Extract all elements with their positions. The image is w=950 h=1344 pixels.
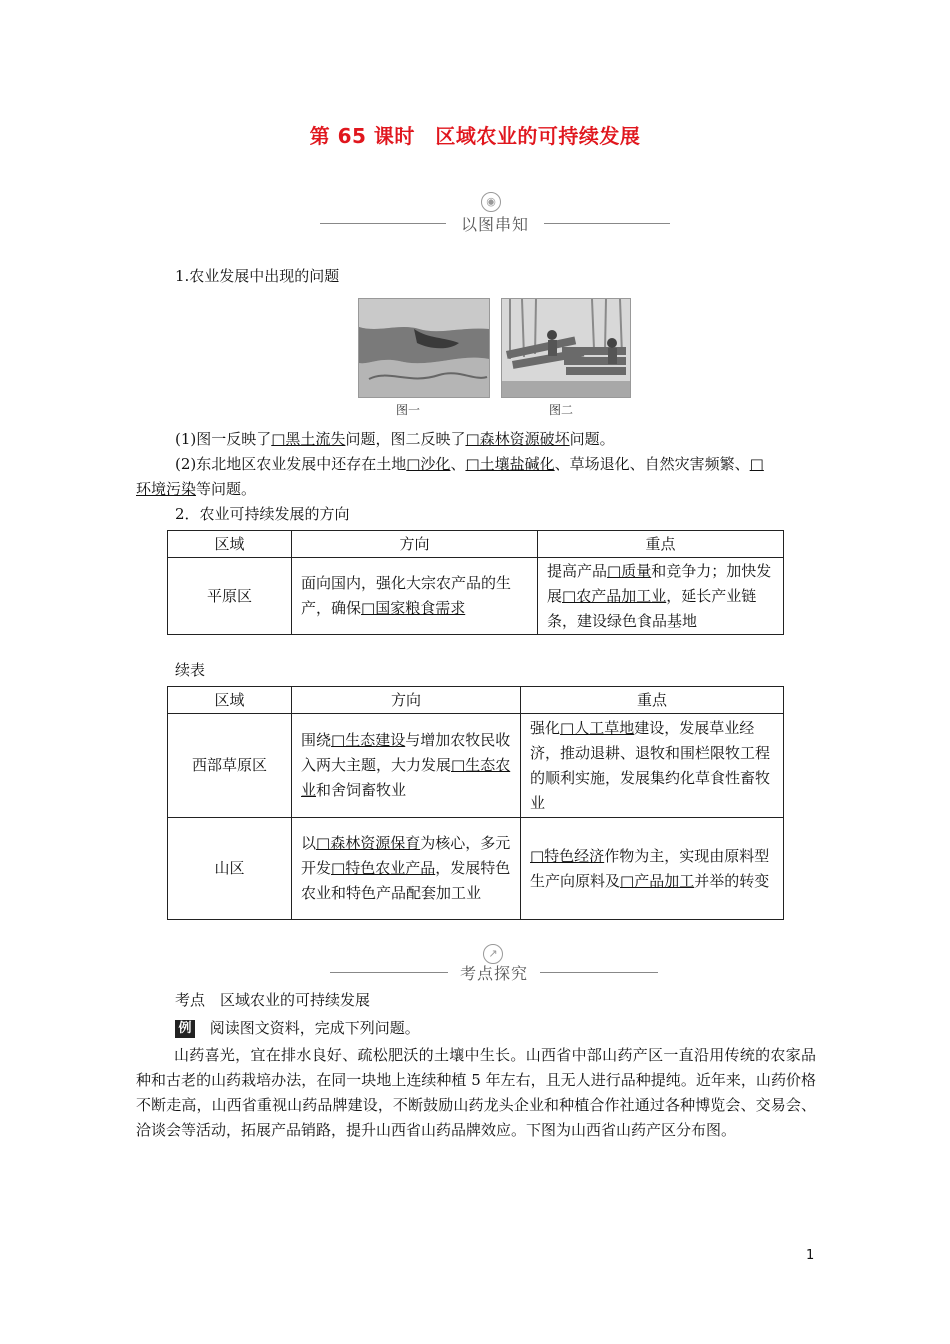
text: 与增加农牧民收入两大主题，大力发展 [301,731,511,774]
text: 和竞争力；加快发展 [547,561,772,605]
text: 并举的转变 [694,871,770,890]
text: 和舍饲畜牧业 [316,781,407,799]
divider [544,223,670,224]
fill-blank: □土壤盐碱化 [465,455,555,473]
figure-caption: 图二 [548,403,573,417]
text: 作物为主，实现由原料型生产向原料及 [530,846,770,890]
fill-blank: □森林资源破坏 [465,430,570,448]
header-cell: 区域 [168,687,292,714]
answer-paragraph-2 [175,452,815,477]
table-header-row [168,531,784,558]
header-cell: 重点 [521,687,784,714]
example-line [175,1016,420,1041]
text: 等问题。 [196,480,257,498]
fill-blank: □农产品加工业 [562,586,667,605]
fill-blank: □国家粮食需求 [361,599,466,617]
text: 问题。 [569,430,615,448]
trend-chart-icon: ↗ [483,944,503,964]
text: (2)东北地区农业发展中还存在土地 [175,455,407,473]
direction-table-1 [167,530,784,635]
question-heading: 1.农业发展中出现的问题 [175,267,340,285]
page-title: 第 65 课时 区域农业的可持续发展 [309,124,641,148]
section-header-map [320,209,670,239]
section-label: 考点探究 [459,964,528,983]
text: 、草场退化、自然灾害频繁、 [554,455,750,473]
header-cell: 重点 [538,531,784,558]
text: 强化 [530,718,561,737]
figure-1-black-soil-erosion [358,298,490,398]
erosion-photo-illustration [359,299,489,397]
fill-blank: □黑土流失 [271,430,346,448]
table-row [168,714,784,818]
divider [540,972,658,973]
answer-paragraph-1 [175,427,615,452]
region-cell: 山区 [168,818,292,920]
direction-table-2 [167,686,784,920]
text: ，发展特色农业和特色产品配套加工业 [301,859,511,902]
fill-blank: □森林资源保育 [316,834,421,852]
fill-blank: □产品加工 [620,871,695,890]
direction-cell [292,818,521,920]
region-cell: 西部草原区 [168,714,292,818]
continued-label: 续表 [175,661,206,679]
header-cell: 方向 [292,531,538,558]
focus-cell [521,714,784,818]
fill-blank: □ [749,455,764,473]
table-row [168,558,784,635]
header-cell: 方向 [292,687,521,714]
text: ，延长产业链条，建设绿色食品基地 [547,586,757,630]
answer-paragraph-2-cont [136,477,256,502]
section-header-explore [330,958,658,988]
text: 以 [301,834,317,852]
text: 问题，图二反映了 [345,430,466,448]
example-badge: 例 [175,1020,195,1038]
fill-blank: □质量 [607,561,652,580]
figure-caption: 图一 [395,403,420,417]
text: 围绕 [301,731,332,749]
logging-photo-illustration [502,299,630,397]
question-heading: 2．农业可持续发展的方向 [175,505,350,523]
focus-cell [538,558,784,635]
fill-blank: □沙化 [406,455,451,473]
direction-cell [292,558,538,635]
topic-line: 考点 区域农业的可持续发展 [175,991,371,1009]
section-label: 以图串知 [460,215,529,234]
region-cell: 平原区 [168,558,292,635]
body-paragraph: 山药喜光，宜在排水良好、疏松肥沃的土壤中生长。山西省中部山药产区一直沿用传统的农家品种和古老的山药栽培办法，在同一块地上连续种植 5 年左右，且无人进行品种提纯。近年来，山药价格不断走高，山西省重视山药品牌建设，不断鼓励山药龙头企业和种植合作社通过各种博览会、交易会、洽谈会等活动，拓展产品销路，提升山西省山药品牌效应。下图为山西省山药产区分布图。 [136,1046,816,1139]
table-header-row [168,687,784,714]
location-pin-icon: ◉ [481,192,501,212]
fill-blank: □生态建设 [331,731,406,749]
figure-2-deforestation [501,298,631,398]
text: 提高产品 [547,561,608,580]
header-cell: 区域 [168,531,292,558]
direction-cell [292,714,521,818]
text: 为核心，多元开发 [301,834,511,877]
example-prompt: 阅读图文资料，完成下列问题。 [209,1019,420,1037]
fill-blank: □特色农业产品 [331,859,436,877]
text: 建设，发展草业经济，推动退耕、退牧和围栏限牧工程的顺利实施，发展集约化草食性畜牧业 [530,718,771,812]
focus-cell [521,818,784,920]
text: 面向国内，强化大宗农产品的生产，确保 [301,574,512,617]
fill-blank: □生态农业 [301,756,511,799]
fill-blank: 环境污染 [136,480,197,498]
page-number: 1 [806,1248,815,1263]
fill-blank: □人工草地 [560,718,635,737]
fill-blank: □特色经济 [530,846,605,865]
table-row [168,818,784,920]
text: 、 [450,455,466,473]
text: (1)图一反映了 [175,430,272,448]
